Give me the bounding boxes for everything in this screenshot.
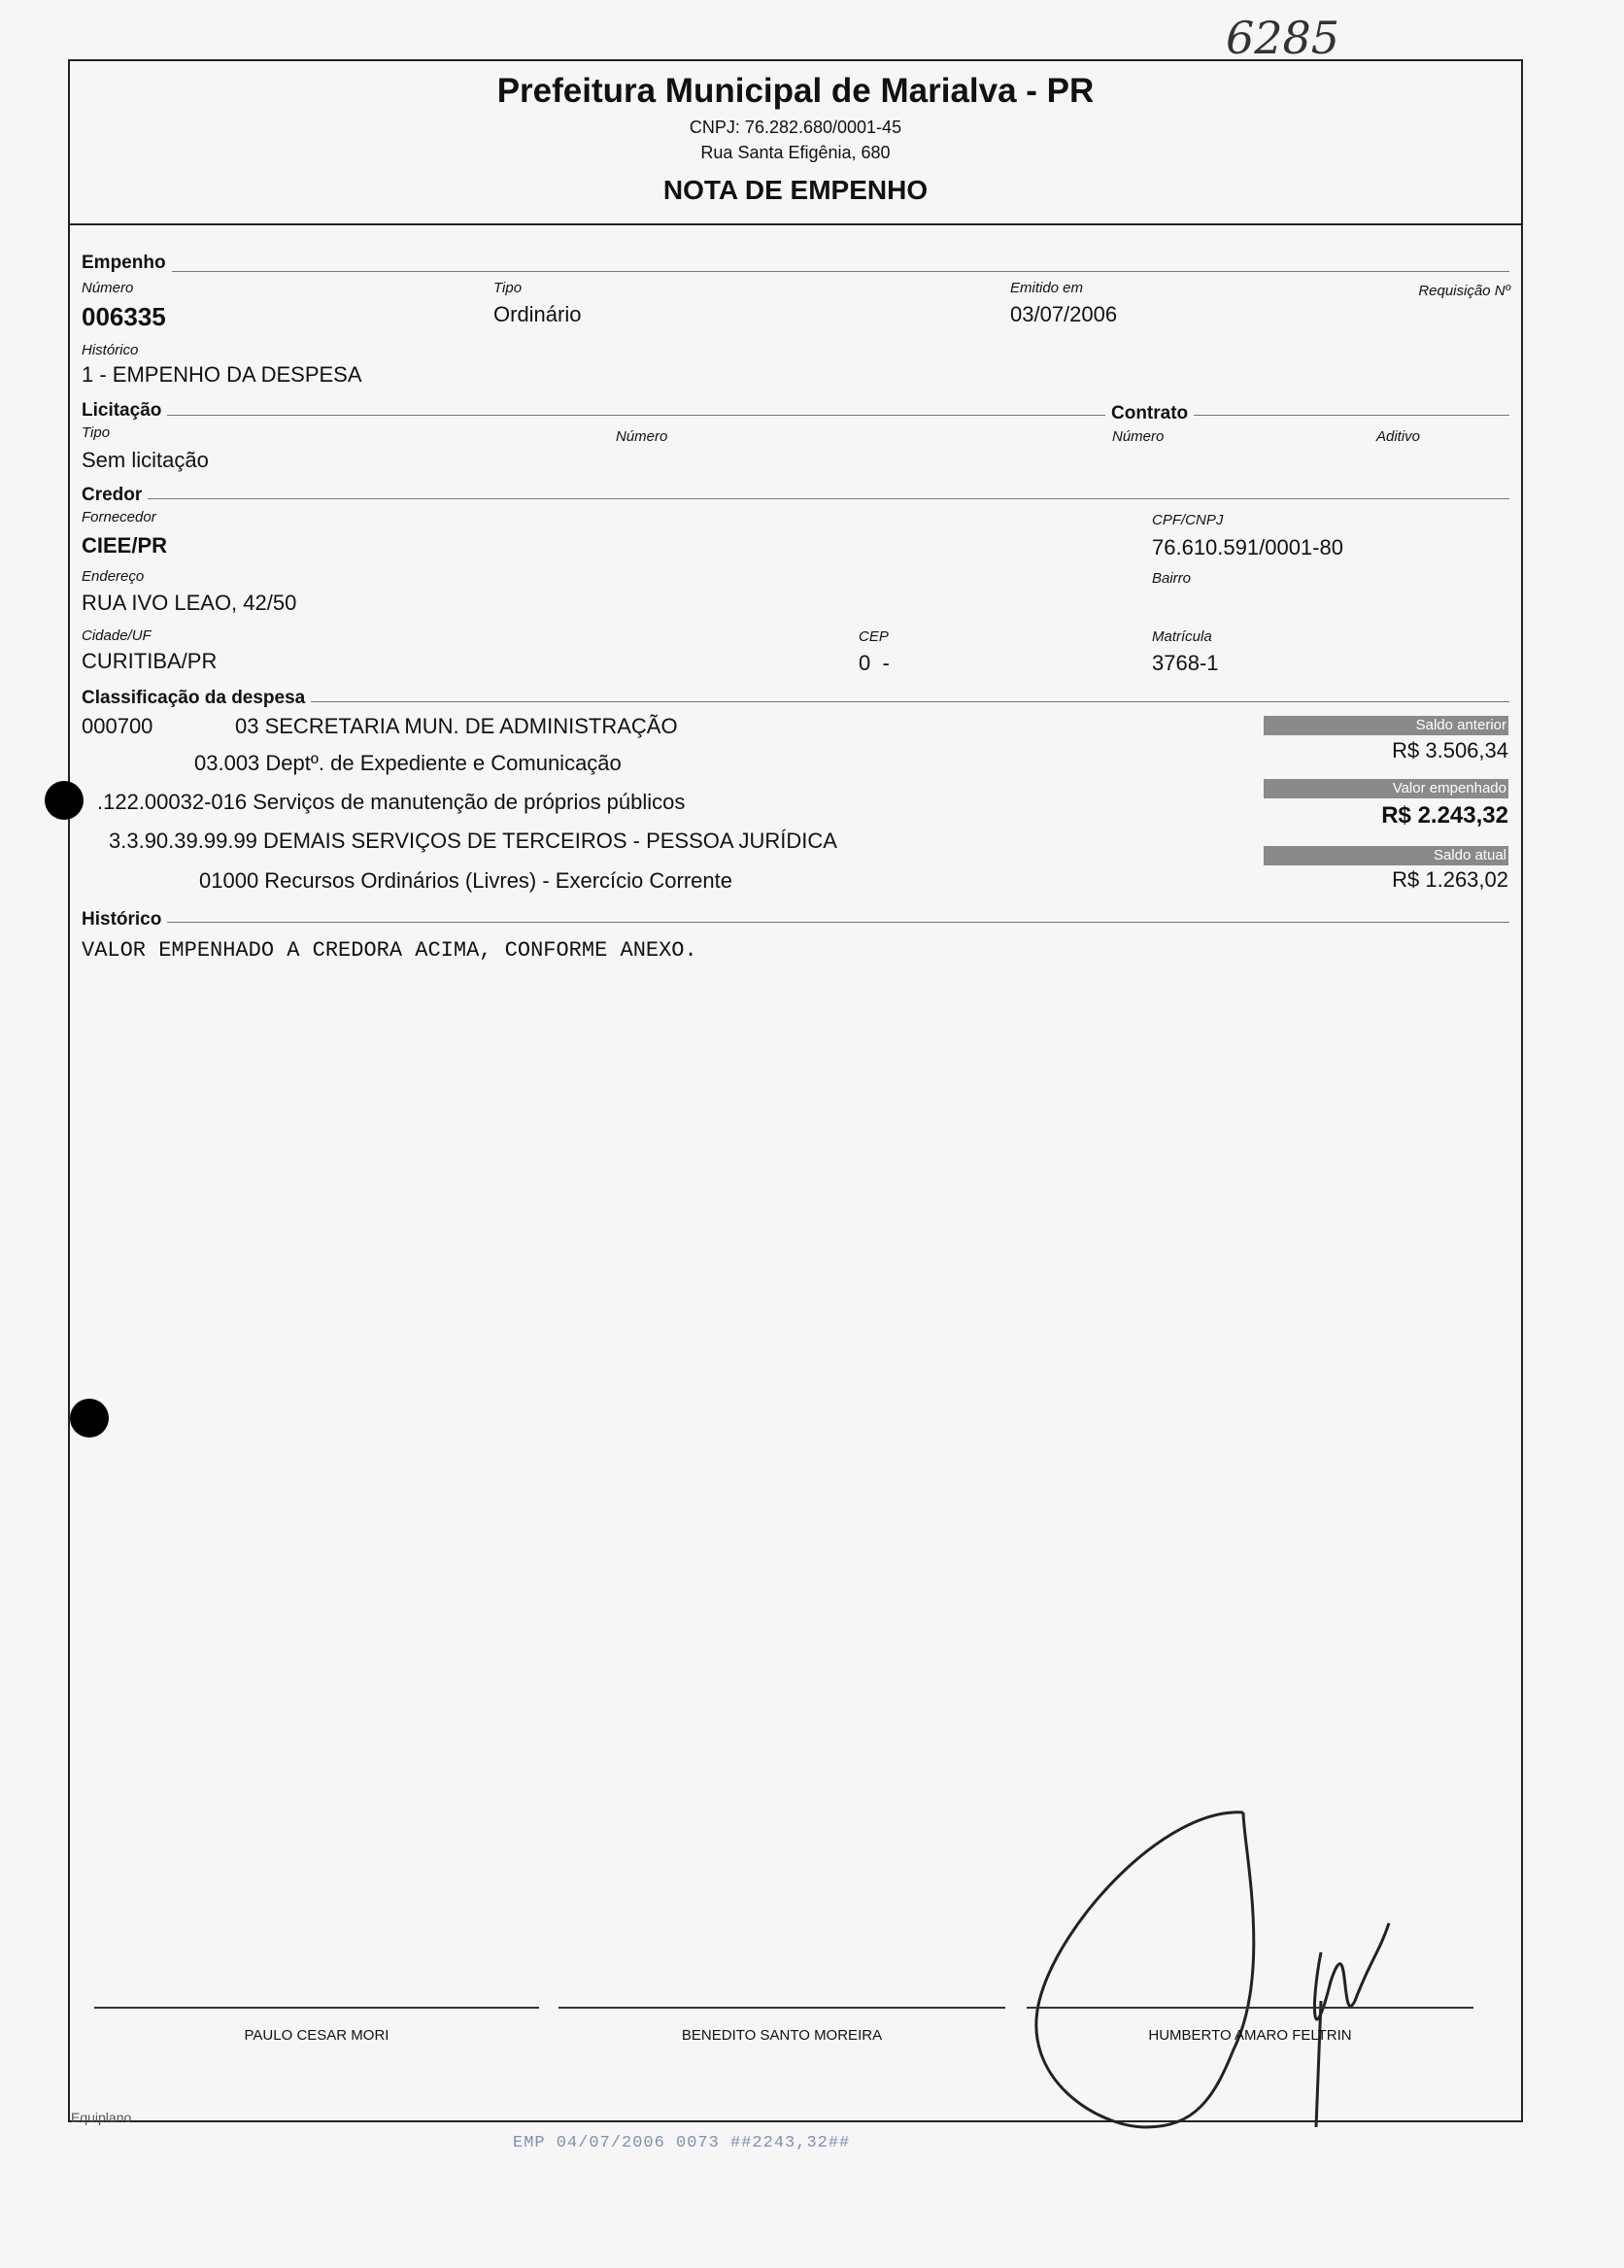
signature-mark bbox=[1020, 1807, 1428, 2166]
signature-name-moreira: BENEDITO SANTO MOREIRA bbox=[681, 2027, 883, 2044]
contrato-numero-label: Número bbox=[1112, 428, 1165, 445]
saldo-atual-label: Saldo atual bbox=[1264, 846, 1508, 865]
credor-rule bbox=[82, 498, 1509, 499]
classificacao-unidade: 03.003 Deptº. de Expediente e Comunicação bbox=[194, 751, 622, 775]
signature-line bbox=[94, 2007, 539, 2009]
contrato-section-title: Contrato bbox=[1105, 403, 1194, 424]
bairro-label: Bairro bbox=[1152, 570, 1192, 587]
requisicao-label: Requisição Nº bbox=[1418, 283, 1510, 299]
signature-name-mori: PAULO CESAR MORI bbox=[244, 2027, 389, 2044]
header-divider bbox=[68, 223, 1523, 225]
historico-text: VALOR EMPENHADO A CREDORA ACIMA, CONFORME ANEXO. bbox=[82, 938, 697, 963]
empenho-rule bbox=[82, 271, 1509, 272]
saldo-anterior-value: R$ 3.506,34 bbox=[1392, 738, 1508, 762]
matricula-label: Matrícula bbox=[1152, 628, 1212, 645]
classificacao-code: 000700 bbox=[82, 714, 153, 738]
punch-hole bbox=[70, 1399, 109, 1438]
credor-section-title: Credor bbox=[82, 485, 148, 506]
classificacao-section-title: Classificação da despesa bbox=[82, 688, 311, 709]
cep-value: 0 - bbox=[859, 651, 890, 675]
classificacao-orgao: 03 SECRETARIA MUN. DE ADMINISTRAÇÃO bbox=[235, 714, 678, 738]
cpf-cnpj-label: CPF/CNPJ bbox=[1152, 512, 1224, 528]
cpf-cnpj-value: 76.610.591/0001-80 bbox=[1152, 535, 1343, 559]
saldo-anterior-label: Saldo anterior bbox=[1264, 716, 1508, 735]
historico-rule bbox=[82, 922, 1509, 923]
cidade-label: Cidade/UF bbox=[82, 627, 152, 644]
emitido-date: 03/07/2006 bbox=[1010, 302, 1118, 326]
empenho-numero: 006335 bbox=[82, 302, 166, 331]
contrato-aditivo-label: Aditivo bbox=[1376, 428, 1421, 445]
empenho-tipo: Ordinário bbox=[493, 302, 582, 326]
endereco-label: Endereço bbox=[82, 568, 145, 585]
matricula-value: 3768-1 bbox=[1152, 651, 1219, 675]
address-line: Rua Santa Efigênia, 680 bbox=[700, 143, 891, 162]
valor-empenhado-value: R$ 2.243,32 bbox=[1381, 802, 1508, 829]
fornecedor-label: Fornecedor bbox=[82, 509, 156, 525]
licitacao-tipo-label: Tipo bbox=[82, 424, 111, 441]
licitacao-numero-label: Número bbox=[616, 428, 668, 445]
cnpj-line: CNPJ: 76.282.680/0001-45 bbox=[689, 118, 902, 137]
licitacao-tipo: Sem licitação bbox=[82, 448, 209, 472]
empenho-section-title: Empenho bbox=[82, 253, 172, 274]
software-label: Equiplano bbox=[71, 2110, 132, 2125]
licitacao-rule bbox=[82, 415, 1509, 416]
punch-hole bbox=[45, 781, 84, 820]
municipality-title: Prefeitura Municipal de Marialva - PR bbox=[496, 72, 1095, 110]
empenho-historico: 1 - EMPENHO DA DESPESA bbox=[82, 362, 362, 387]
saldo-atual-value: R$ 1.263,02 bbox=[1392, 867, 1508, 892]
document-title: NOTA DE EMPENHO bbox=[662, 175, 929, 205]
cidade-value: CURITIBA/PR bbox=[82, 649, 218, 673]
historico-section-title: Histórico bbox=[82, 909, 167, 931]
signature-name-feltrin: HUMBERTO AMARO FELTRIN bbox=[1148, 2027, 1352, 2044]
classificacao-funcional: .122.00032-016 Serviços de manutenção de próprios públicos bbox=[97, 790, 686, 814]
empenho-historico-label: Histórico bbox=[82, 342, 139, 358]
handwritten-page-number: 6285 bbox=[1226, 12, 1340, 64]
empenho-tipo-label: Tipo bbox=[493, 280, 523, 296]
signature-line bbox=[1027, 2007, 1473, 2009]
classificacao-recurso: 01000 Recursos Ordinários (Livres) - Exercício Corrente bbox=[199, 868, 732, 893]
signature-line bbox=[558, 2007, 1005, 2009]
emitido-label: Emitido em bbox=[1010, 280, 1084, 296]
classificacao-elemento: 3.3.90.39.99.99 DEMAIS SERVIÇOS DE TERCEIROS - PESSOA JURÍDICA bbox=[109, 829, 837, 853]
endereco-value: RUA IVO LEAO, 42/50 bbox=[82, 591, 297, 615]
bank-stamp: EMP 04/07/2006 0073 ##2243,32## bbox=[513, 2134, 851, 2152]
fornecedor-value: CIEE/PR bbox=[82, 533, 168, 558]
licitacao-section-title: Licitação bbox=[82, 400, 167, 422]
cep-label: CEP bbox=[859, 628, 889, 645]
empenho-numero-label: Número bbox=[82, 280, 134, 296]
valor-empenhado-label: Valor empenhado bbox=[1264, 779, 1508, 798]
